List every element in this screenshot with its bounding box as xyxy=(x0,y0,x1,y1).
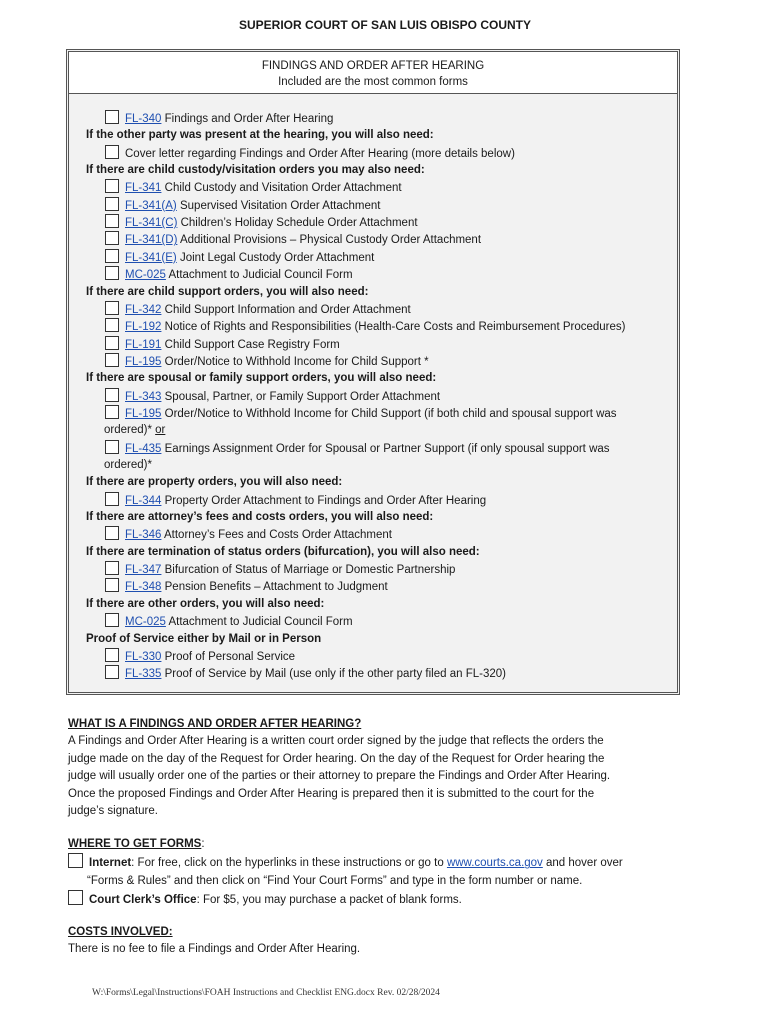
item-text: Property Order Attachment to Findings and Order After Hearing xyxy=(161,494,487,507)
checkbox[interactable] xyxy=(105,318,119,332)
what-paragraph xyxy=(68,733,708,820)
where-heading: WHERE TO GET FORMS xyxy=(68,838,202,850)
internet-label: Internet xyxy=(89,857,132,870)
checkbox[interactable] xyxy=(105,231,119,245)
form-link[interactable]: FL-341(D) xyxy=(125,234,178,247)
checklist-item xyxy=(105,388,713,406)
checkbox[interactable] xyxy=(105,648,119,662)
form-link[interactable]: FL-341(C) xyxy=(125,217,178,230)
form-link[interactable]: FL-195 xyxy=(125,407,162,420)
checklist-header xyxy=(69,52,677,94)
item-text: Children’s Holiday Schedule Order Attachment xyxy=(177,217,418,230)
costs-heading: COSTS INVOLVED: xyxy=(68,926,173,938)
item-text: Child Support Information and Order Attachment xyxy=(161,303,411,316)
checklist-item xyxy=(105,110,713,128)
checkbox[interactable] xyxy=(105,526,119,540)
internet-text-2: and hover over xyxy=(542,857,623,870)
checklist-item xyxy=(105,613,713,631)
checkbox[interactable] xyxy=(105,266,119,280)
checkbox[interactable] xyxy=(105,110,119,124)
checklist-item xyxy=(105,179,713,197)
form-link[interactable]: FL-335 xyxy=(125,668,162,681)
section-header: If there are spousal or family support orders, you will also need: xyxy=(86,372,437,385)
form-link[interactable]: FL-344 xyxy=(125,494,162,507)
page-title: SUPERIOR COURT OF SAN LUIS OBISPO COUNTY xyxy=(238,18,532,32)
clerk-text: : For $5, you may purchase a packet of blank forms. xyxy=(196,894,462,907)
section-header: If there are child custody/visitation orders you may also need: xyxy=(86,164,425,177)
checklist-item xyxy=(105,336,713,354)
what-line: judge’s signature. xyxy=(68,805,158,818)
checklist-item xyxy=(105,526,713,544)
item-text: Attorney’s Fees and Costs Order Attachment xyxy=(161,529,392,542)
checkbox[interactable] xyxy=(105,179,119,193)
item-continuation xyxy=(104,457,712,474)
item-text: Attachment to Judicial Council Form xyxy=(165,616,353,629)
courts-website-link[interactable]: www.courts.ca.gov xyxy=(446,857,543,870)
section-header: If there are attorney’s fees and costs orders, you will also need: xyxy=(86,511,434,524)
form-link[interactable]: FL-340 xyxy=(125,113,162,125)
item-text: Additional Provisions – Physical Custody Order Attachment xyxy=(177,234,482,247)
item-text: Cover letter regarding Findings and Order After Hearing (more details below) xyxy=(125,147,515,160)
form-link[interactable]: FL-341 xyxy=(125,182,162,195)
checklist-item xyxy=(105,318,713,336)
what-line: judge made on the day of the Request for Order hearing. On the day of the Request for Order hearing the xyxy=(68,752,605,765)
checkbox[interactable] xyxy=(105,578,119,592)
where-colon: : xyxy=(201,838,205,850)
what-section xyxy=(68,716,708,820)
item-continuation xyxy=(104,422,712,439)
clerk-row xyxy=(68,890,708,909)
checklist-item xyxy=(105,561,713,579)
checkbox[interactable] xyxy=(105,492,119,506)
checklist-item xyxy=(105,492,713,510)
section-header: If the other party was present at the hearing, you will also need: xyxy=(86,129,434,142)
item-text: Supervised Visitation Order Attachment xyxy=(176,199,381,212)
what-line: Once the proposed Findings and Order After Hearing is prepared then it is submitted to the court for the xyxy=(68,787,595,800)
item-text: Notice of Rights and Responsibilities (Health-Care Costs and Reimbursement Procedures) xyxy=(161,321,626,334)
form-link[interactable]: FL-191 xyxy=(125,338,162,351)
form-link[interactable]: FL-192 xyxy=(125,321,162,334)
checkbox[interactable] xyxy=(105,388,119,402)
checklist-item xyxy=(105,353,713,371)
internet-checkbox[interactable] xyxy=(68,853,83,868)
form-link[interactable]: MC-025 xyxy=(125,616,166,629)
checkbox[interactable] xyxy=(105,301,119,315)
what-line: judge will usually order one of the parties or their attorney to prepare the Findings and Order After Hearing. xyxy=(68,770,611,783)
item-text: Order/Notice to Withhold Income for Child Support * xyxy=(161,355,429,368)
section-header: If there are termination of status orders (bifurcation), you will also need: xyxy=(86,545,480,558)
item-text: Spousal, Partner, or Family Support Order Attachment xyxy=(161,390,441,403)
continuation-text: ordered)* xyxy=(104,459,152,471)
checklist-item xyxy=(105,197,713,215)
checklist-subheading: Included are the most common forms xyxy=(278,76,468,88)
form-link[interactable]: FL-341(E) xyxy=(125,251,177,264)
checkbox[interactable] xyxy=(105,197,119,211)
item-text: Child Support Case Registry Form xyxy=(161,338,340,351)
item-text: Order/Notice to Withhold Income for Child Support (if both child and spousal support was xyxy=(161,407,617,420)
checklist-item xyxy=(105,301,713,319)
internet-line-2: “Forms & Rules” and then click on “Find Your Court Forms” and type in the form number or name. xyxy=(87,874,583,887)
form-link[interactable]: FL-330 xyxy=(125,650,162,663)
form-link[interactable]: FL-343 xyxy=(125,390,162,403)
continuation-text: ordered)* xyxy=(104,424,156,437)
section-header: If there are child support orders, you will also need: xyxy=(86,285,369,298)
forms-checklist-box xyxy=(66,49,680,695)
checkbox[interactable] xyxy=(105,145,119,159)
internet-text: : For free, click on the hyperlinks in these instructions or go to xyxy=(131,857,447,870)
checkbox[interactable] xyxy=(105,353,119,367)
item-text: Findings and Order After Hearing xyxy=(161,113,334,125)
item-text: Proof of Service by Mail (use only if the other party filed an FL-320) xyxy=(161,668,506,681)
checklist-item xyxy=(105,578,713,596)
item-text: Bifurcation of Status of Marriage or Domestic Partnership xyxy=(161,564,456,577)
item-text: Pension Benefits – Attachment to Judgment xyxy=(161,581,388,594)
what-heading: WHAT IS A FINDINGS AND ORDER AFTER HEARING? xyxy=(68,718,362,730)
checkbox[interactable] xyxy=(105,665,119,679)
checklist-item xyxy=(105,665,713,683)
checkbox[interactable] xyxy=(105,405,119,419)
checkbox[interactable] xyxy=(105,249,119,263)
section-header: If there are property orders, you will also need: xyxy=(86,476,343,489)
costs-section xyxy=(68,924,708,959)
item-text: Earnings Assignment Order for Spousal or Partner Support (if only spousal support was xyxy=(161,442,610,455)
or-text: or xyxy=(155,424,166,437)
checklist-body xyxy=(69,93,677,692)
checklist-item xyxy=(105,231,713,249)
item-text: Joint Legal Custody Order Attachment xyxy=(176,251,375,264)
form-link[interactable]: FL-346 xyxy=(125,529,162,542)
form-link[interactable]: FL-347 xyxy=(125,564,162,577)
checklist-item xyxy=(105,145,713,163)
clerk-checkbox[interactable] xyxy=(68,890,83,905)
checklist-item xyxy=(105,266,713,284)
where-heading-line xyxy=(68,836,708,853)
internet-row xyxy=(68,853,708,872)
checkbox[interactable] xyxy=(105,214,119,228)
form-link[interactable]: FL-342 xyxy=(125,303,162,316)
checklist-item xyxy=(105,440,713,458)
checklist-item xyxy=(105,214,713,232)
form-link[interactable]: FL-435 xyxy=(125,442,162,455)
form-link[interactable]: FL-195 xyxy=(125,355,162,368)
what-line: A Findings and Order After Hearing is a written court order signed by the judge that reflects the orders the xyxy=(68,735,604,748)
checkbox[interactable] xyxy=(105,440,119,454)
footer-path: W:\Forms\Legal\Instructions\FOAH Instructions and Checklist ENG.docx Rev. 02/28/2024 xyxy=(92,988,440,998)
item-text: Attachment to Judicial Council Form xyxy=(165,269,353,282)
section-header: If there are other orders, you will also need: xyxy=(86,597,325,610)
costs-text: There is no fee to file a Findings and Order After Hearing. xyxy=(68,943,361,956)
item-text: Child Custody and Visitation Order Attachment xyxy=(161,182,402,195)
checkbox[interactable] xyxy=(105,336,119,350)
form-link[interactable]: FL-341(A) xyxy=(125,199,177,212)
checklist-item xyxy=(105,405,713,423)
checkbox[interactable] xyxy=(105,613,119,627)
checklist-item xyxy=(105,648,713,666)
form-link[interactable]: FL-348 xyxy=(125,581,162,594)
section-header: Proof of Service either by Mail or in Person xyxy=(86,632,322,645)
checklist-heading: FINDINGS AND ORDER AFTER HEARING xyxy=(261,60,485,72)
clerk-label: Court Clerk’s Office xyxy=(89,894,197,907)
item-text: Proof of Personal Service xyxy=(161,650,296,663)
checkbox[interactable] xyxy=(105,561,119,575)
where-section xyxy=(68,836,708,910)
checklist-item xyxy=(105,249,713,267)
form-link[interactable]: MC-025 xyxy=(125,269,166,282)
